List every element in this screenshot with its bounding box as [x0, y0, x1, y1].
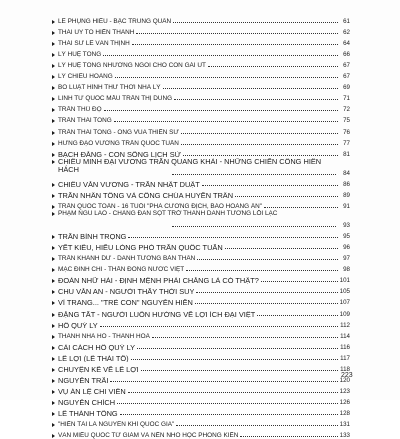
toc-entry-title: HƯNG ĐẠO VƯƠNG TRẦN QUỐC TUẤN	[58, 139, 179, 147]
arrow-bullet-icon	[52, 42, 55, 46]
toc-entry	[52, 262, 350, 273]
arrow-bullet-icon	[52, 401, 55, 405]
dot-leader	[141, 370, 338, 371]
dot-leader	[261, 281, 338, 282]
toc-entry-title: CẢI CÁCH HỒ QUÝ LY	[58, 343, 136, 351]
toc-entry-title: CHUYỆN KỂ VỀ LÊ LỢI	[58, 365, 139, 373]
toc-entry	[52, 395, 350, 406]
dot-leader	[172, 174, 336, 175]
toc-entry	[52, 273, 350, 284]
toc-entry-page: 93	[343, 222, 350, 230]
toc-entry	[52, 102, 350, 113]
toc-entry	[52, 25, 350, 36]
arrow-bullet-icon	[52, 412, 55, 416]
toc-entry-page: 128	[339, 409, 350, 417]
toc-entry-page: 114	[340, 332, 350, 340]
dot-leader	[264, 207, 338, 208]
toc-entry-title: YẾT KIÊU, HIẾU LÒNG PHÒ TRẦN QUỐC TUẤN	[58, 244, 223, 252]
toc-entry	[52, 384, 350, 395]
toc-entry	[52, 240, 350, 251]
toc-entry-page: 112	[340, 321, 350, 329]
toc-entry-page: 62	[343, 29, 350, 37]
dot-leader	[183, 155, 338, 156]
dot-leader	[110, 381, 338, 382]
toc-entry-page: 64	[343, 40, 350, 48]
toc-entry	[52, 362, 350, 373]
toc-entry-title: LÊ THÁNH TÔNG	[58, 409, 118, 417]
page-number: 223	[341, 372, 353, 379]
arrow-bullet-icon	[52, 357, 55, 361]
dot-leader	[225, 248, 338, 249]
arrow-bullet-icon	[52, 368, 55, 372]
toc-entry-page: 67	[343, 73, 350, 81]
toc-entry-page: 95	[343, 233, 350, 241]
dot-leader	[195, 303, 338, 304]
toc-entry-page: 109	[339, 310, 350, 318]
arrow-bullet-icon	[52, 131, 55, 135]
toc-entry-page: 118	[340, 365, 350, 373]
arrow-bullet-icon	[52, 324, 55, 328]
dot-leader	[208, 66, 338, 67]
toc-entry-title: THÁI ÚY TÔ HIẾN THÀNH	[58, 29, 135, 37]
toc-entry-page: 69	[343, 84, 350, 92]
toc-entry-page: 116	[340, 343, 350, 351]
toc-entry-title: LÝ HUỆ TÔNG NHƯỜNG NGÔI CHO CON GÁI ÚT	[58, 62, 206, 70]
toc-entry-page: 120	[339, 376, 350, 384]
dot-leader	[197, 259, 338, 260]
arrow-bullet-icon	[52, 268, 55, 272]
toc-entry-page: 105	[339, 288, 350, 296]
dot-leader	[181, 144, 338, 145]
toc-entry	[52, 69, 350, 80]
toc-entry-page: 77	[343, 139, 350, 147]
toc-entry	[52, 210, 350, 229]
toc-entry-page: 123	[339, 387, 350, 395]
toc-entry-page: 71	[343, 95, 350, 103]
dot-leader	[132, 44, 338, 45]
arrow-bullet-icon	[52, 434, 55, 438]
toc-entry-page: 126	[339, 398, 350, 406]
toc-entry	[52, 36, 350, 47]
toc-entry-title: BỐ LUẬT HÌNH THƯ THỜI NHÀ LÝ	[58, 84, 161, 92]
toc-entry	[52, 47, 350, 58]
arrow-bullet-icon	[52, 153, 55, 157]
arrow-bullet-icon	[52, 235, 55, 239]
toc-entry	[52, 251, 350, 262]
arrow-bullet-icon	[52, 142, 55, 146]
toc-entry-title: VĂN MIẾU QUỐC TỬ GIÁM VÀ NỀN NHO HỌC PHONG KIẾN	[58, 432, 239, 439]
toc-entry-title: CHIÊU MINH ĐẠI VƯƠNG TRẦN QUANG KHẢI - NHỮNG CHIẾN CÔNG HIỂN HÁCH	[58, 157, 322, 175]
toc-entry-title: TRẦN THÁI TÔNG	[58, 117, 112, 125]
dot-leader	[100, 326, 338, 327]
toc-entry-page: 72	[343, 106, 350, 114]
toc-entry-title: THÁI SƯ LÊ VĂN THỊNH	[58, 40, 130, 48]
arrow-bullet-icon	[52, 205, 55, 209]
dot-leader	[131, 359, 338, 360]
toc-entry	[52, 428, 350, 439]
arrow-bullet-icon	[52, 390, 55, 394]
arrow-bullet-icon	[52, 379, 55, 383]
toc-entry-page: 76	[343, 128, 350, 136]
arrow-bullet-icon	[52, 20, 55, 24]
dot-leader	[257, 315, 338, 316]
dot-leader	[114, 121, 338, 122]
toc-entry-page: 61	[343, 18, 350, 26]
toc-entry-page: 86	[343, 180, 350, 188]
toc-entry-page: 107	[339, 299, 350, 307]
toc-entry-title: TRẦN THÁI TÔNG - ÔNG VUA THIỀN SƯ	[58, 128, 179, 136]
toc-entry-title: VÌ TRANG... "TRẺ CON" NGUYỄN HIỀN	[58, 299, 193, 307]
toc-entry-title: LÊ PHỤNG HIỂU - BẬC TRUNG QUÂN	[58, 18, 172, 26]
toc-entry-page: 117	[340, 354, 350, 362]
toc-entry-page: 96	[343, 244, 350, 252]
arrow-bullet-icon	[52, 423, 55, 427]
dot-leader	[152, 337, 338, 338]
dot-leader	[128, 237, 338, 238]
arrow-bullet-icon	[52, 346, 55, 350]
arrow-bullet-icon	[52, 335, 55, 339]
toc-entry-title: TRẦN THỦ ĐỘ	[58, 106, 102, 114]
toc-entry	[52, 80, 350, 91]
toc-entry-title: HỒ QUÝ LY	[58, 321, 98, 329]
dot-leader	[172, 226, 336, 227]
arrow-bullet-icon	[52, 212, 55, 216]
toc-entry-page: 101	[339, 277, 350, 285]
arrow-bullet-icon	[52, 31, 55, 35]
toc-entry-title: NGUYỄN CHÍCH	[58, 398, 116, 406]
dot-leader	[235, 196, 338, 197]
toc-entry	[52, 124, 350, 135]
table-of-contents	[52, 14, 350, 439]
arrow-bullet-icon	[52, 119, 55, 123]
toc-entry-page: 84	[343, 169, 350, 177]
toc-entry-page: 98	[343, 266, 350, 274]
dot-leader	[115, 77, 338, 78]
toc-entry-title: TRẦN BÌNH TRỌNG	[58, 233, 127, 241]
toc-entry-title: THÀNH NHÀ HỒ - THÀNH HOÀ	[58, 332, 150, 340]
toc-entry	[52, 136, 350, 147]
arrow-bullet-icon	[52, 183, 55, 187]
dot-leader	[128, 392, 338, 393]
toc-entry-page: 75	[343, 117, 350, 125]
arrow-bullet-icon	[52, 290, 55, 294]
dot-leader	[103, 55, 338, 56]
arrow-bullet-icon	[52, 246, 55, 250]
toc-entry-title: LÝ HUỆ TÔNG	[58, 51, 102, 59]
dot-leader	[202, 185, 338, 186]
toc-entry-page: 97	[343, 255, 350, 263]
toc-entry-title: TRẦN KHÁNH DƯ - DANH TƯỚNG BẢN THÂN	[58, 255, 196, 263]
toc-entry	[52, 284, 350, 295]
dot-leader	[137, 348, 338, 349]
toc-entry	[52, 373, 350, 384]
dot-leader	[120, 414, 338, 415]
toc-entry	[52, 158, 350, 177]
toc-entry	[52, 147, 350, 158]
toc-entry-title: TRẦN NHÂN TÔNG VÀ CÔNG CHÚA HUYỀN TRÂN	[58, 191, 234, 199]
arrow-bullet-icon	[52, 194, 55, 198]
arrow-bullet-icon	[52, 86, 55, 90]
dot-leader	[173, 22, 338, 23]
toc-entry-page: 66	[343, 51, 350, 59]
toc-entry	[52, 295, 350, 306]
toc-entry-page: 91	[343, 202, 350, 210]
toc-entry-title: MẠC ĐĨNH CHI - THẦN ĐỒNG NƯỚC VIỆT	[58, 266, 185, 274]
arrow-bullet-icon	[52, 75, 55, 79]
dot-leader	[163, 88, 338, 89]
dot-leader	[181, 133, 338, 134]
toc-entry-title: BẠCH ĐẰNG - CON SÔNG LỊCH SỬ	[58, 150, 181, 158]
toc-entry-page: 131	[339, 420, 350, 428]
toc-entry	[52, 229, 350, 240]
toc-entry	[52, 406, 350, 417]
toc-entry	[52, 329, 350, 340]
toc-entry	[52, 58, 350, 69]
arrow-bullet-icon	[52, 97, 55, 101]
toc-entry-title: LÊ LỢI (LÊ THÁI TỔ)	[58, 354, 129, 362]
toc-entry-title: LÝ CHIÊU HOÀNG	[58, 73, 113, 81]
toc-entry-title: NGUYỄN TRÃI	[58, 376, 109, 384]
dot-leader	[174, 99, 338, 100]
toc-entry-title: VỤ ÁN LỆ CHI VIÊN	[58, 387, 126, 395]
dot-leader	[186, 270, 338, 271]
toc-entry-page: 81	[343, 150, 350, 158]
dot-leader	[176, 425, 338, 426]
toc-entry	[52, 340, 350, 351]
toc-entry-title: TRẦN QUỐC TOẢN - 16 TUỔI "PHÁ CƯỜNG ĐỊCH, BÁO HOÀNG ÂN"	[58, 202, 263, 210]
toc-entry-title: PHẠM NGŨ LÃO - CHÀNG ĐAN SỌT TRỞ THÀNH DANH TƯỚNG LỖI LẠC	[58, 209, 278, 217]
toc-entry	[52, 177, 350, 188]
dot-leader	[136, 33, 338, 34]
dot-leader	[117, 403, 338, 404]
toc-entry-title: CHU VĂN AN - NGƯỜI THẦY THỜI SUY	[58, 288, 195, 296]
toc-entry-title: "HIỀN TÀI LÀ NGUYÊN KHÍ QUỐC GIA"	[58, 420, 175, 428]
toc-entry	[52, 91, 350, 102]
arrow-bullet-icon	[52, 257, 55, 261]
dot-leader	[104, 110, 338, 111]
toc-entry-title: ĐOÀN NHỮ HÀI - ĐỊNH MỆNH PHẢI CHĂNG LÀ CÓ THẬT?	[58, 277, 259, 285]
toc-entry	[52, 14, 350, 25]
toc-entry	[52, 199, 350, 210]
toc-entry	[52, 417, 350, 428]
toc-entry	[52, 306, 350, 317]
toc-entry	[52, 188, 350, 199]
arrow-bullet-icon	[52, 313, 55, 317]
toc-entry	[52, 351, 350, 362]
toc-entry-title: LINH TỪ QUỐC MẪU TRẦN THỊ DUNG	[58, 95, 173, 103]
arrow-bullet-icon	[52, 279, 55, 283]
arrow-bullet-icon	[52, 64, 55, 68]
dot-leader	[240, 436, 338, 437]
toc-entry	[52, 318, 350, 329]
toc-entry	[52, 113, 350, 124]
toc-entry-page: 67	[343, 62, 350, 70]
toc-entry-title: CHIÊU VĂN VƯƠNG - TRẦN NHẬT DUẬT	[58, 180, 200, 188]
toc-entry-page: 89	[343, 191, 350, 199]
arrow-bullet-icon	[52, 301, 55, 305]
arrow-bullet-icon	[52, 160, 55, 164]
dot-leader	[196, 292, 338, 293]
toc-entry-page: 133	[339, 432, 350, 439]
arrow-bullet-icon	[52, 53, 55, 57]
arrow-bullet-icon	[52, 108, 55, 112]
toc-entry-title: ĐẶNG TẤT - NGƯỜI LUÔN HƯỚNG VỀ LỢI ÍCH ĐẠI VIỆT	[58, 310, 256, 318]
